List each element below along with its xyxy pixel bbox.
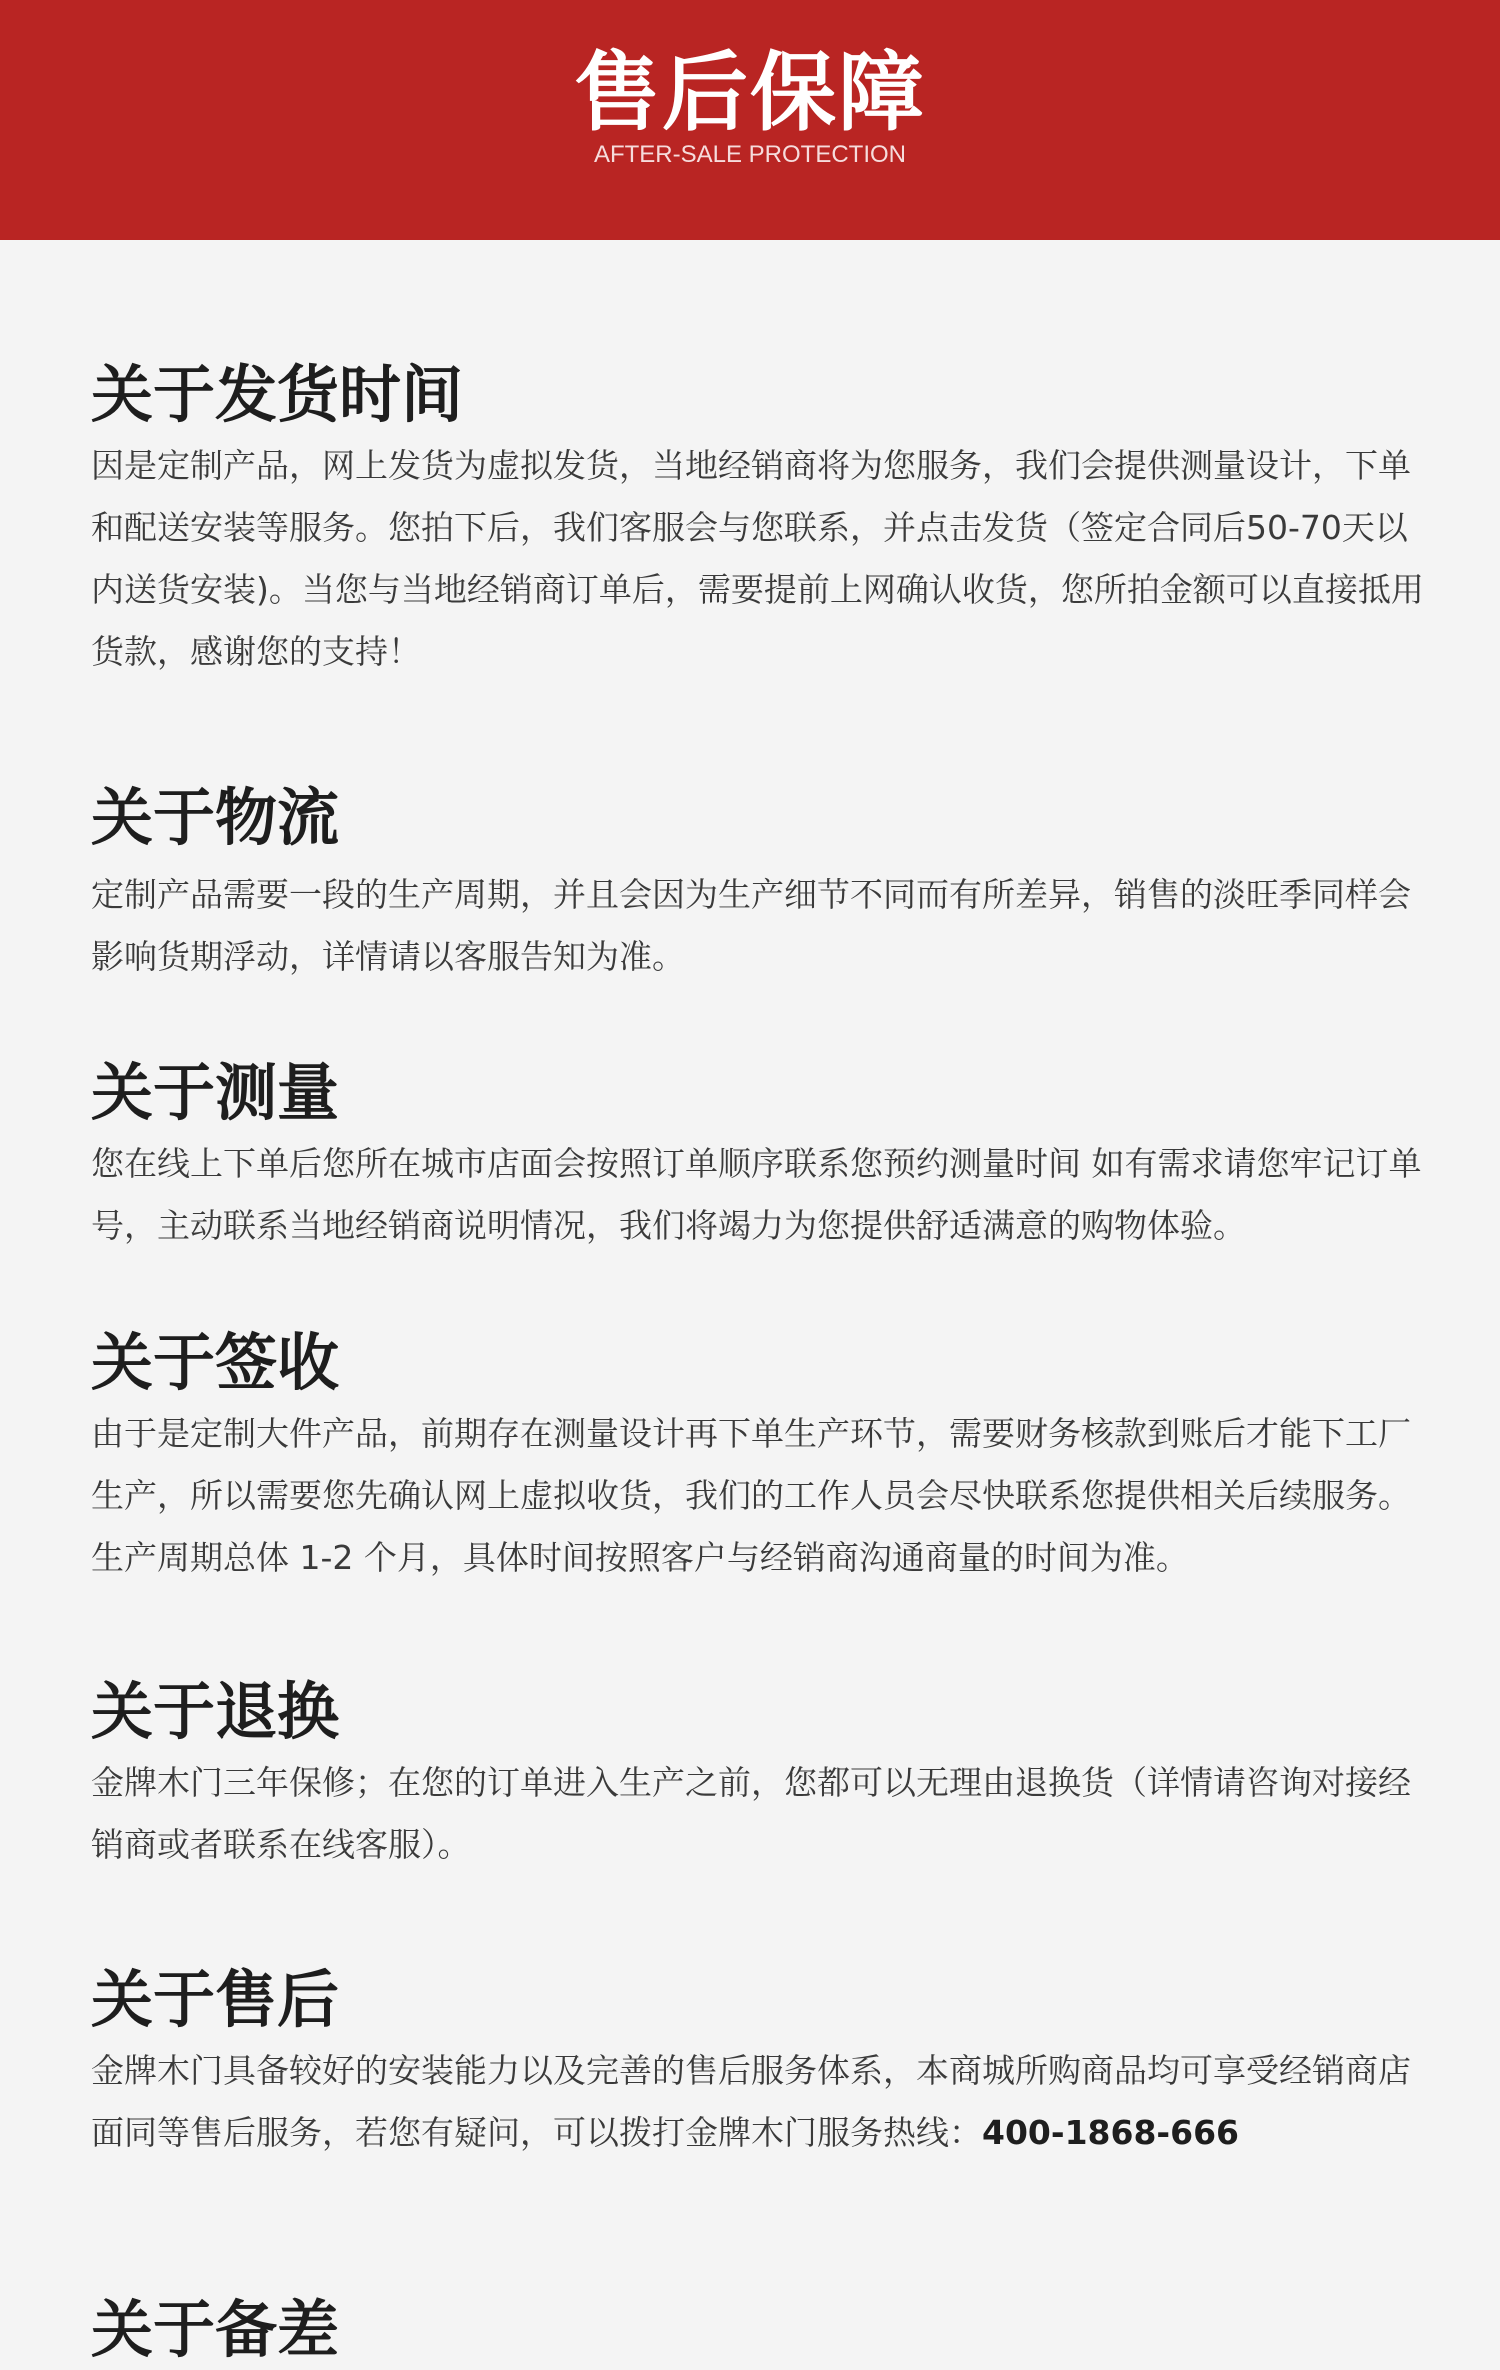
section-after-sales	[91, 1960, 1431, 2164]
section-logistics	[91, 778, 1431, 988]
section-shipping-time	[91, 355, 1431, 683]
section-body-text: 金牌木门具备较好的安装能力以及完善的售后服务体系，本商城所购商品均可享受经销商店面同等售后服务，若您有疑问，可以拨打金牌木门服务热线：	[91, 2051, 1411, 2152]
section-title: 关于退换	[91, 1675, 340, 1748]
section-body: 定制产品需要一段的生产周期，并且会因为生产细节不同而有所差异，销售的淡旺季同样会影响货期浮动，详情请以客服告知为准。	[91, 875, 1411, 976]
page-subtitle: AFTER-SALE PROTECTION	[593, 141, 907, 168]
section-title-partial: 关于备差	[91, 2293, 340, 2366]
section-body: 因是定制产品，网上发货为虚拟发货，当地经销商将为您服务，我们会提供测量设计，下单和配送安装等服务。您拍下后，我们客服会与您联系，并点击发货（签定合同后50-70天以内送货安装)。当您与当地经销商订单后，需要提前上网确认收货，您所拍金额可以直接抵用货款，感谢您的支持！	[91, 446, 1424, 671]
section-title: 关于签收	[91, 1326, 340, 1399]
section-body: 金牌木门三年保修；在您的订单进入生产之前，您都可以无理由退换货（详情请咨询对接经销商或者联系在线客服）。	[91, 1763, 1411, 1864]
section-receipt	[91, 1323, 1431, 1589]
section-body: 由于是定制大件产品，前期存在测量设计再下单生产环节，需要财务核款到账后才能下工厂生产，所以需要您先确认网上虚拟收货，我们的工作人员会尽快联系您提供相关后续服务。生产周期总体 1-2 个月，具体时间按照客户与经销商沟通商量的时间为准。	[91, 1414, 1411, 1577]
section-measurement	[91, 1053, 1431, 1257]
section-body: 您在线上下单后您所在城市店面会按照订单顺序联系您预约测量时间 如有需求请您牢记订单号，主动联系当地经销商说明情况，我们将竭力为您提供舒适满意的购物体验。	[91, 1144, 1422, 1245]
page-title: 售后保障	[574, 43, 926, 143]
section-title: 关于测量	[91, 1056, 340, 1129]
section-body	[91, 2040, 1431, 2164]
section-returns	[91, 1672, 1431, 1876]
section-title: 关于售后	[91, 1963, 340, 2036]
header-banner	[0, 0, 1500, 240]
section-title: 关于物流	[91, 781, 340, 854]
section-title: 关于发货时间	[91, 358, 464, 431]
service-hotline: 400-1868-666	[982, 2113, 1240, 2152]
